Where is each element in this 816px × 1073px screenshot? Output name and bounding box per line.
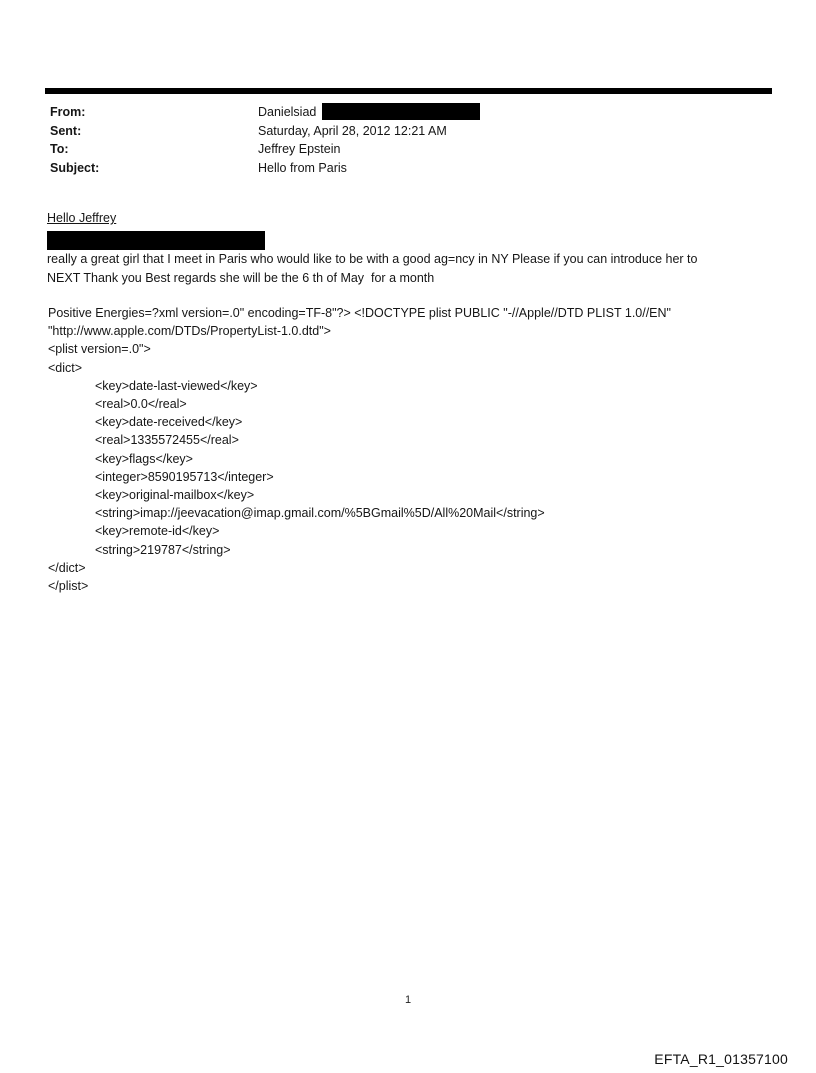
plist-line: <string>imap://jeevacation@imap.gmail.com/%5BGmail%5D/All%20Mail</string>: [95, 506, 545, 521]
sent-value: Saturday, April 28, 2012 12:21 AM: [258, 123, 447, 138]
from-value: [258, 103, 480, 122]
header-row-sent: [50, 122, 480, 141]
plist-line: <real>0.0</real>: [95, 397, 187, 412]
body-paragraph-line: really a great girl that I meet in Paris who would like to be with a good ag=ncy in NY Please if you can introduce her to: [47, 252, 698, 266]
plist-line: <string>219787</string>: [95, 542, 231, 557]
plist-line: <key>original-mailbox</key>: [95, 488, 255, 503]
plist-line: <key>flags</key>: [95, 451, 193, 466]
plist-line: Positive Energies=?xml version=.0" encoding=TF-8"?> <!DOCTYPE plist PUBLIC "-//Apple//DTD PLIST 1.0//EN": [48, 306, 671, 320]
sent-label: Sent:: [50, 123, 82, 138]
from-sender-name: Danielsiad: [258, 105, 317, 119]
subject-label: Subject:: [50, 160, 100, 175]
plist-line: <integer>8590195713</integer>: [95, 469, 274, 484]
body-paragraph-line: NEXT Thank you Best regards she will be the 6 th of May for a month: [47, 270, 435, 285]
plist-line: <dict>: [48, 360, 83, 375]
redaction-box-body: [47, 231, 265, 250]
plist-line: <key>date-received</key>: [95, 415, 243, 430]
header-row-to: [50, 140, 480, 159]
header-row-subject: [50, 159, 480, 178]
email-header: [50, 103, 480, 177]
to-label: To:: [50, 142, 69, 157]
plist-line: </dict>: [48, 560, 86, 575]
plist-line: "http://www.apple.com/DTDs/PropertyList-1.0.dtd">: [48, 324, 331, 339]
subject-value: Hello from Paris: [258, 160, 347, 175]
bates-number: EFTA_R1_01357100: [654, 1051, 788, 1067]
plist-line: </plist>: [48, 579, 89, 594]
redaction-box-sender-email: [322, 103, 480, 120]
plist-code-block: [48, 304, 671, 595]
page-number: 1: [404, 994, 412, 1006]
greeting-text: Hello Jeffrey: [47, 211, 117, 225]
plist-line: <plist version=.0">: [48, 342, 151, 357]
plist-line: <real>1335572455</real>: [95, 433, 239, 448]
header-row-from: [50, 103, 480, 122]
plist-line: <key>remote-id</key>: [95, 524, 220, 539]
body-paragraph: [47, 250, 697, 287]
plist-line: <key>date-last-viewed</key>: [95, 378, 258, 393]
to-value: Jeffrey Epstein: [258, 142, 341, 157]
header-divider-rule: [45, 88, 772, 94]
from-label: From:: [50, 105, 86, 119]
